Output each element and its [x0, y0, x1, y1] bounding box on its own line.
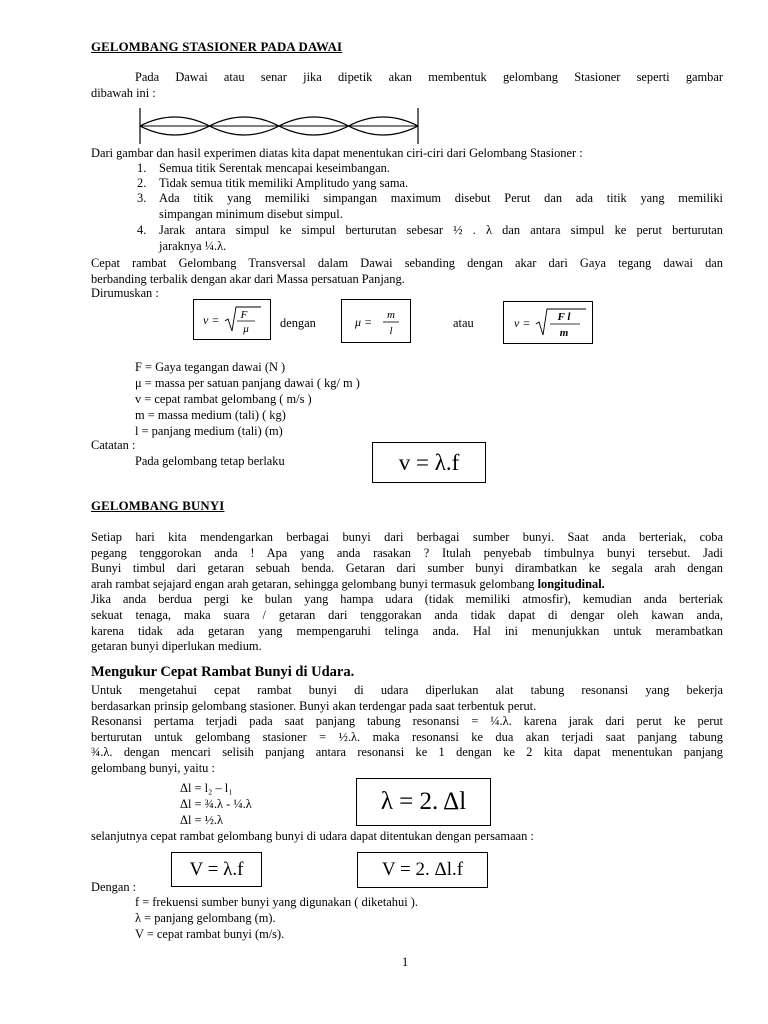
list-num-4: 4.: [137, 223, 147, 237]
formula-box-velocity: [193, 299, 271, 340]
sound-line-4-text: arah rambat sejajard engan arah getaran, sehingga gelombang bunyi termasuk gelombang: [91, 576, 535, 591]
lambda-formula-box: [356, 778, 491, 826]
def-f: f = frekuensi sumber bunyi yang digunakan ( diketahui ).: [135, 895, 418, 909]
lambda-formula: λ = 2. Δl: [380, 788, 467, 815]
note-formula: v = λ.f: [398, 449, 460, 475]
v-formula-box-2: [357, 852, 488, 888]
sound-paragraph: [91, 530, 723, 655]
formula1-num: F: [240, 308, 248, 321]
list-item-2: Tidak semua titik memiliki Amplitudo yang sama.: [159, 176, 409, 190]
v-formula-1: V = λ.f: [189, 858, 244, 880]
standing-wave-figure: [136, 106, 422, 146]
variable-m: m = massa medium (tali) ( kg): [135, 408, 286, 422]
note-formula-box: [372, 442, 486, 483]
sound-line-5: Jika anda berdua pergi ke bulan yang hampa udara (tidak memiliki atmosfir), kemudian anda berteriak: [91, 592, 723, 607]
connector-atau: atau: [453, 316, 474, 330]
list-item-1: Semua titik Serentak mencapai keseimbangan.: [159, 161, 390, 175]
bold-longitudinal: longitudinal.: [537, 576, 605, 591]
list-num-2: 2.: [137, 176, 147, 190]
characteristics-intro: Dari gambar dan hasil experimen diatas kita dapat menentukan ciri-ciri dari Gelombang Stasioner :: [91, 146, 583, 160]
delta-line-1: Δl = l₂ – l₁: [180, 781, 233, 795]
list-item-4: [159, 223, 723, 254]
formula-box-velocity-alt: [503, 301, 593, 344]
formula2-lhs: μ =: [355, 315, 373, 329]
list-item-3: [159, 191, 723, 222]
formula-velocity-sqrt: [197, 303, 267, 337]
variable-l: l = panjang medium (tali) (m): [135, 424, 283, 438]
measuring-paragraph-1: [91, 683, 723, 714]
next-text: selanjutnya cepat rambat gelombang bunyi di udara dapat ditentukan dengan persamaan :: [91, 829, 534, 843]
page-number: 1: [402, 955, 409, 969]
formula2-den: l: [389, 325, 393, 337]
delta-line-3: Δl = ½.λ: [180, 813, 223, 827]
speed-line-1: Cepat rambat Gelombang Transversal dalam Dawai sebanding dengan akar dari Gaya tegang dawai dan: [91, 256, 723, 270]
measuring-line-1: Untuk mengetahui cepat rambat bunyi di udara diperlukan alat tabung resonansi yang bekerja: [91, 683, 723, 697]
sound-line-8: getaran bunyi diperlukan medium.: [91, 639, 262, 654]
resonance-line-1: Resonansi pertama terjadi pada saat panjang tabung resonansi = ¼.λ. karena jarak dari perut ke perut: [91, 714, 723, 728]
intro-line-1: Pada Dawai atau senar jika dipetik akan membentuk gelombang Stasioner seperti gambar: [135, 70, 723, 84]
formula3-num: F l: [557, 310, 571, 323]
sound-line-4: [91, 577, 723, 593]
list-num-1: 1.: [137, 161, 147, 175]
list-item-3-line-1: Ada titik yang memiliki simpangan maximum disebut Perut dan ada titik yang memiliki: [159, 191, 723, 205]
intro-line-2: dibawah ini :: [91, 85, 156, 100]
speed-line-2: berbanding terbalik dengan akar dari Massa persatuan Panjang.: [91, 271, 405, 286]
formula1-den: μ: [243, 322, 249, 335]
formula1-lhs: v =: [203, 312, 220, 327]
sound-line-1: Setiap hari kita mendengarkan berbagai bunyi dari berbagai sumber bunyi. Saat anda berteriak, coba: [91, 530, 723, 544]
formula-mu: [345, 302, 407, 340]
def-v: V = cepat rambat bunyi (m/s).: [135, 927, 285, 941]
formulated-label: Dirumuskan :: [91, 286, 159, 300]
formula-velocity-alt-sqrt: [506, 305, 590, 341]
list-item-3-line-2: simpangan minimum disebut simpul.: [159, 206, 343, 221]
v-formula-2: V = 2. Δl.f: [381, 859, 464, 880]
resonance-line-3: ¾.λ. dengan mencari selisih panjang antara resonansi ke 1 dengan ke 2 kita dapat menentukan panjang: [91, 745, 723, 760]
section-title-standing-wave: GELOMBANG STASIONER PADA DAWAI: [91, 40, 343, 54]
v-formula-box-1: [171, 852, 262, 887]
with-label: Dengan :: [91, 880, 137, 894]
formula-box-mu: [341, 299, 411, 343]
def-lambda: λ = panjang gelombang (m).: [135, 911, 276, 925]
measuring-paragraph-2: [91, 714, 723, 776]
sound-line-3: Bunyi timbul dari getaran sebuah benda. Getaran dari sumber bunyi dirambatkan ke segala arah dengan: [91, 561, 723, 576]
formula3-lhs: v =: [514, 315, 531, 330]
section-title-measuring-speed: Mengukur Cepat Rambat Bunyi di Udara.: [91, 664, 355, 680]
variable-mu: μ = massa per satuan panjang dawai ( kg/ m ): [135, 376, 360, 390]
variable-F: F = Gaya tegangan dawai (N ): [135, 360, 286, 374]
formula2-num: m: [387, 309, 395, 321]
connector-dengan: dengan: [280, 316, 316, 330]
list-item-4-line-1: Jarak antara simpul ke simpul berturutan sebesar ½ . λ dan antara simpul ke perut berturutan: [159, 223, 723, 237]
list-num-3: 3.: [137, 191, 147, 205]
section-title-sound-wave: GELOMBANG BUNYI: [91, 499, 225, 513]
resonance-line-2: berturutan untuk gelombang stasioner = ½.λ. maka resonansi ke dua akan terjadi saat panjang tabung: [91, 729, 723, 744]
formula3-den: m: [559, 326, 569, 339]
note-label: Catatan :: [91, 438, 136, 452]
resonance-line-4: gelombang bunyi, yaitu :: [91, 760, 215, 775]
measuring-line-2: berdasarkan prinsip gelombang stasioner. Bunyi akan terdengar pada saat terbentuk perut.: [91, 698, 537, 713]
sound-line-6: sekuat tenaga, maka suara / getaran dari tenggorakan anda tidak dapat di dengar oleh kawan anda,: [91, 607, 723, 622]
note-text: Pada gelombang tetap berlaku: [135, 454, 285, 468]
delta-line-2: Δl = ¾.λ - ¼.λ: [180, 797, 252, 811]
list-item-4-line-2: jaraknya ¼.λ.: [159, 238, 227, 253]
variable-v: v = cepat rambat gelombang ( m/s ): [135, 392, 312, 406]
speed-paragraph: [91, 256, 723, 287]
sound-line-2: pegang tenggorokan anda ! Apa yang anda rasakan ? Itulah penyebab timbulnya bunyi tersebut. Jadi: [91, 545, 723, 560]
intro-paragraph: [91, 70, 723, 101]
sound-line-7: karena tidak ada getaran yang mempengaruhi telinga anda. Hal ini menunjukkan untuk merambatkan: [91, 623, 723, 638]
